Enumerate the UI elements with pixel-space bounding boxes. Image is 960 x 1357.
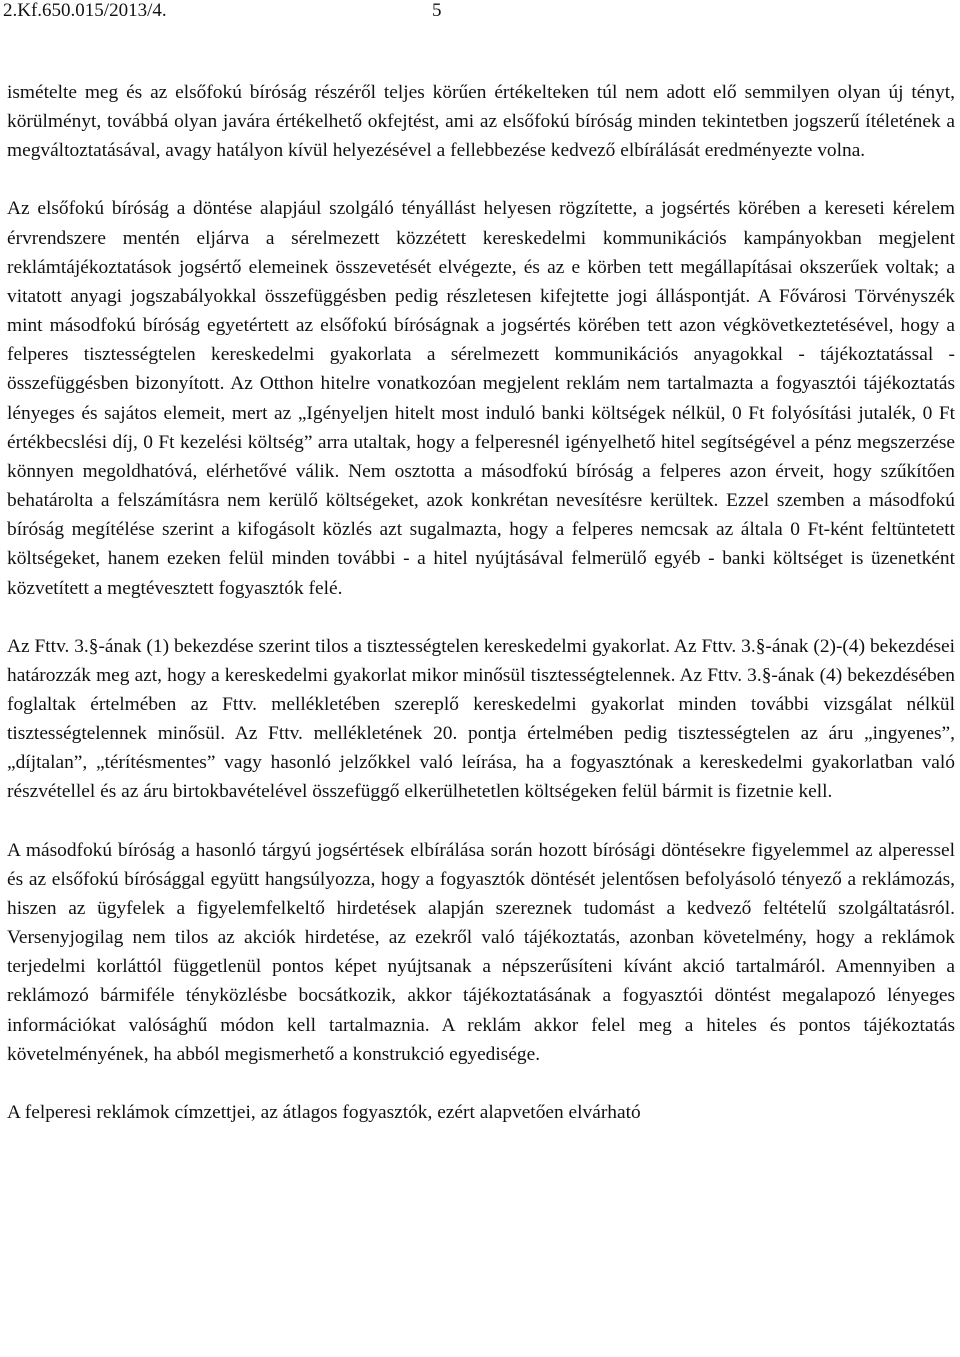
paragraph-5: A felperesi reklámok címzettjei, az átlagos fogyasztók, ezért alapvetően elvárható (7, 1101, 641, 1123)
page-number: 5 (432, 0, 442, 21)
body-text (7, 78, 955, 1127)
paragraph-2: Az elsőfokú bíróság a döntése alapjául szolgáló tényállást helyesen rögzítette, a jogsértés körében a kereseti kérelem érvrendszere mentén eljárva a sérelmezett közzétett kereskedelmi kommunikációs kampányokban megjelent reklámtájékoztatások jogsértő elemeinek összevetését elvégezte, és az e körben tett megállapításai okszerűek voltak; a vitatott anyagi jogszabályokkal összefüggésben pedig részletesen kifejtette jogi álláspontját. A Fővárosi Törvényszék mint másodfokú bíróság egyetértett az elsőfokú bíróságnak a jogsértés körében tett azon végkövetkeztetésével, hogy a felperes tisztességtelen kereskedelmi gyakorlata a sérelmezett kommunikációs anyagokkal - tájékoztatással - összefüggésben bizonyított. Az Otthon hitelre vonatkozóan megjelent reklám nem tartalmazta a fogyasztói tájékoztatás lényeges és sajátos elemeit, mert az „Igényeljen hitelt most induló banki költségek nélkül, 0 Ft folyósítási jutalék, 0 Ft értékbecslési díj, 0 Ft kezelési költség” arra utaltak, hogy a felperesnél igényelhető hitel segítségével a pénz megszerzése könnyen megoldhatóvá, elérhetővé válik. Nem osztotta a másodfokú bíróság a felperes azon érveit, hogy szűkítően behatárolta a felszámításra nem kerülő költségeket, azok konkrétan nevesítésre kerültek. Ezzel szemben a másodfokú bíróság megítélése szerint a kifogásolt közlés azt sugalmazta, hogy a felperes nemcsak az általa 0 Ft-ként feltüntetett költségeket, hanem ezeken felül minden további - a hitel nyújtásával felmerülő egyéb - banki költséget is üzenetként közvetített a megtévesztett fogyasztók felé. (7, 198, 955, 599)
paragraph-3: Az Fttv. 3.§-ának (1) bekezdése szerint tilos a tisztességtelen kereskedelmi gyakorlat. Az Fttv. 3.§-ának (2)-(4) bekezdései határozzák meg azt, hogy a kereskedelmi gyakorlat mikor minősül tisztességtelennek. Az Fttv. 3.§-ának (4) bekezdésében foglaltak értelmében az Fttv. mellékletében szereplő kereskedelmi gyakorlat minden további vizsgálat nélkül tisztességtelennek minősül. Az Fttv. mellékletének 20. pontja értelmében pedig tisztességtelen az áru „ingyenes”, „díjtalan”, „térítésmentes” vagy hasonló jelzőkkel való leírása, ha a fogyasztónak a kereskedelmi gyakorlatban való részvétellel és az áru birtokbavételével összefüggő elkerülhetetlen költségeken felül bármit is fizetnie kell. (7, 635, 955, 803)
paragraph-4: A másodfokú bíróság a hasonló tárgyú jogsértések elbírálása során hozott bírósági döntésekre figyelemmel az alperessel és az elsőfokú bírósággal együtt hangsúlyozza, hogy a fogyasztók döntését jelentősen befolyásoló tényező a reklámozás, hiszen az ügyfelek a figyelemfelkeltő hirdetések alapján szereznek tudomást a kedvező feltételű szolgáltatásról. Versenyjogilag nem tilos az akciók hirdetése, az ezekről való tájékoztatás, azonban követelmény, hogy a reklámok terjedelmi korláttól függetlenül pontos képet nyújtsanak a népszerűsíteni kívánt akció tartalmáról. Amennyiben a reklámozó bármiféle tényközlésbe bocsátkozik, akkor tájékoztatásának a fogyasztói döntést megalapozó lényeges információkat valósághű módon kell tartalmaznia. A reklám akkor felel meg a hiteles és pontos tájékoztatás követelményének, ha abból megismerhető a konstrukció egyedisége. (7, 839, 955, 1065)
page-header (3, 0, 960, 24)
case-number: 2.Kf.650.015/2013/4. (3, 0, 167, 21)
paragraph-1: ismételte meg és az elsőfokú bíróság részéről teljes körűen értékelteken túl nem adott elő semmilyen olyan új tényt, körülményt, továbbá olyan javára értékelhető okfejtést, ami az elsőfokú bíróság minden tekintetben jogszerű ítéletének a megváltoztatásával, avagy hatályon kívül helyezésével a fellebbezése kedvező elbírálását eredményezte volna. (7, 82, 955, 162)
